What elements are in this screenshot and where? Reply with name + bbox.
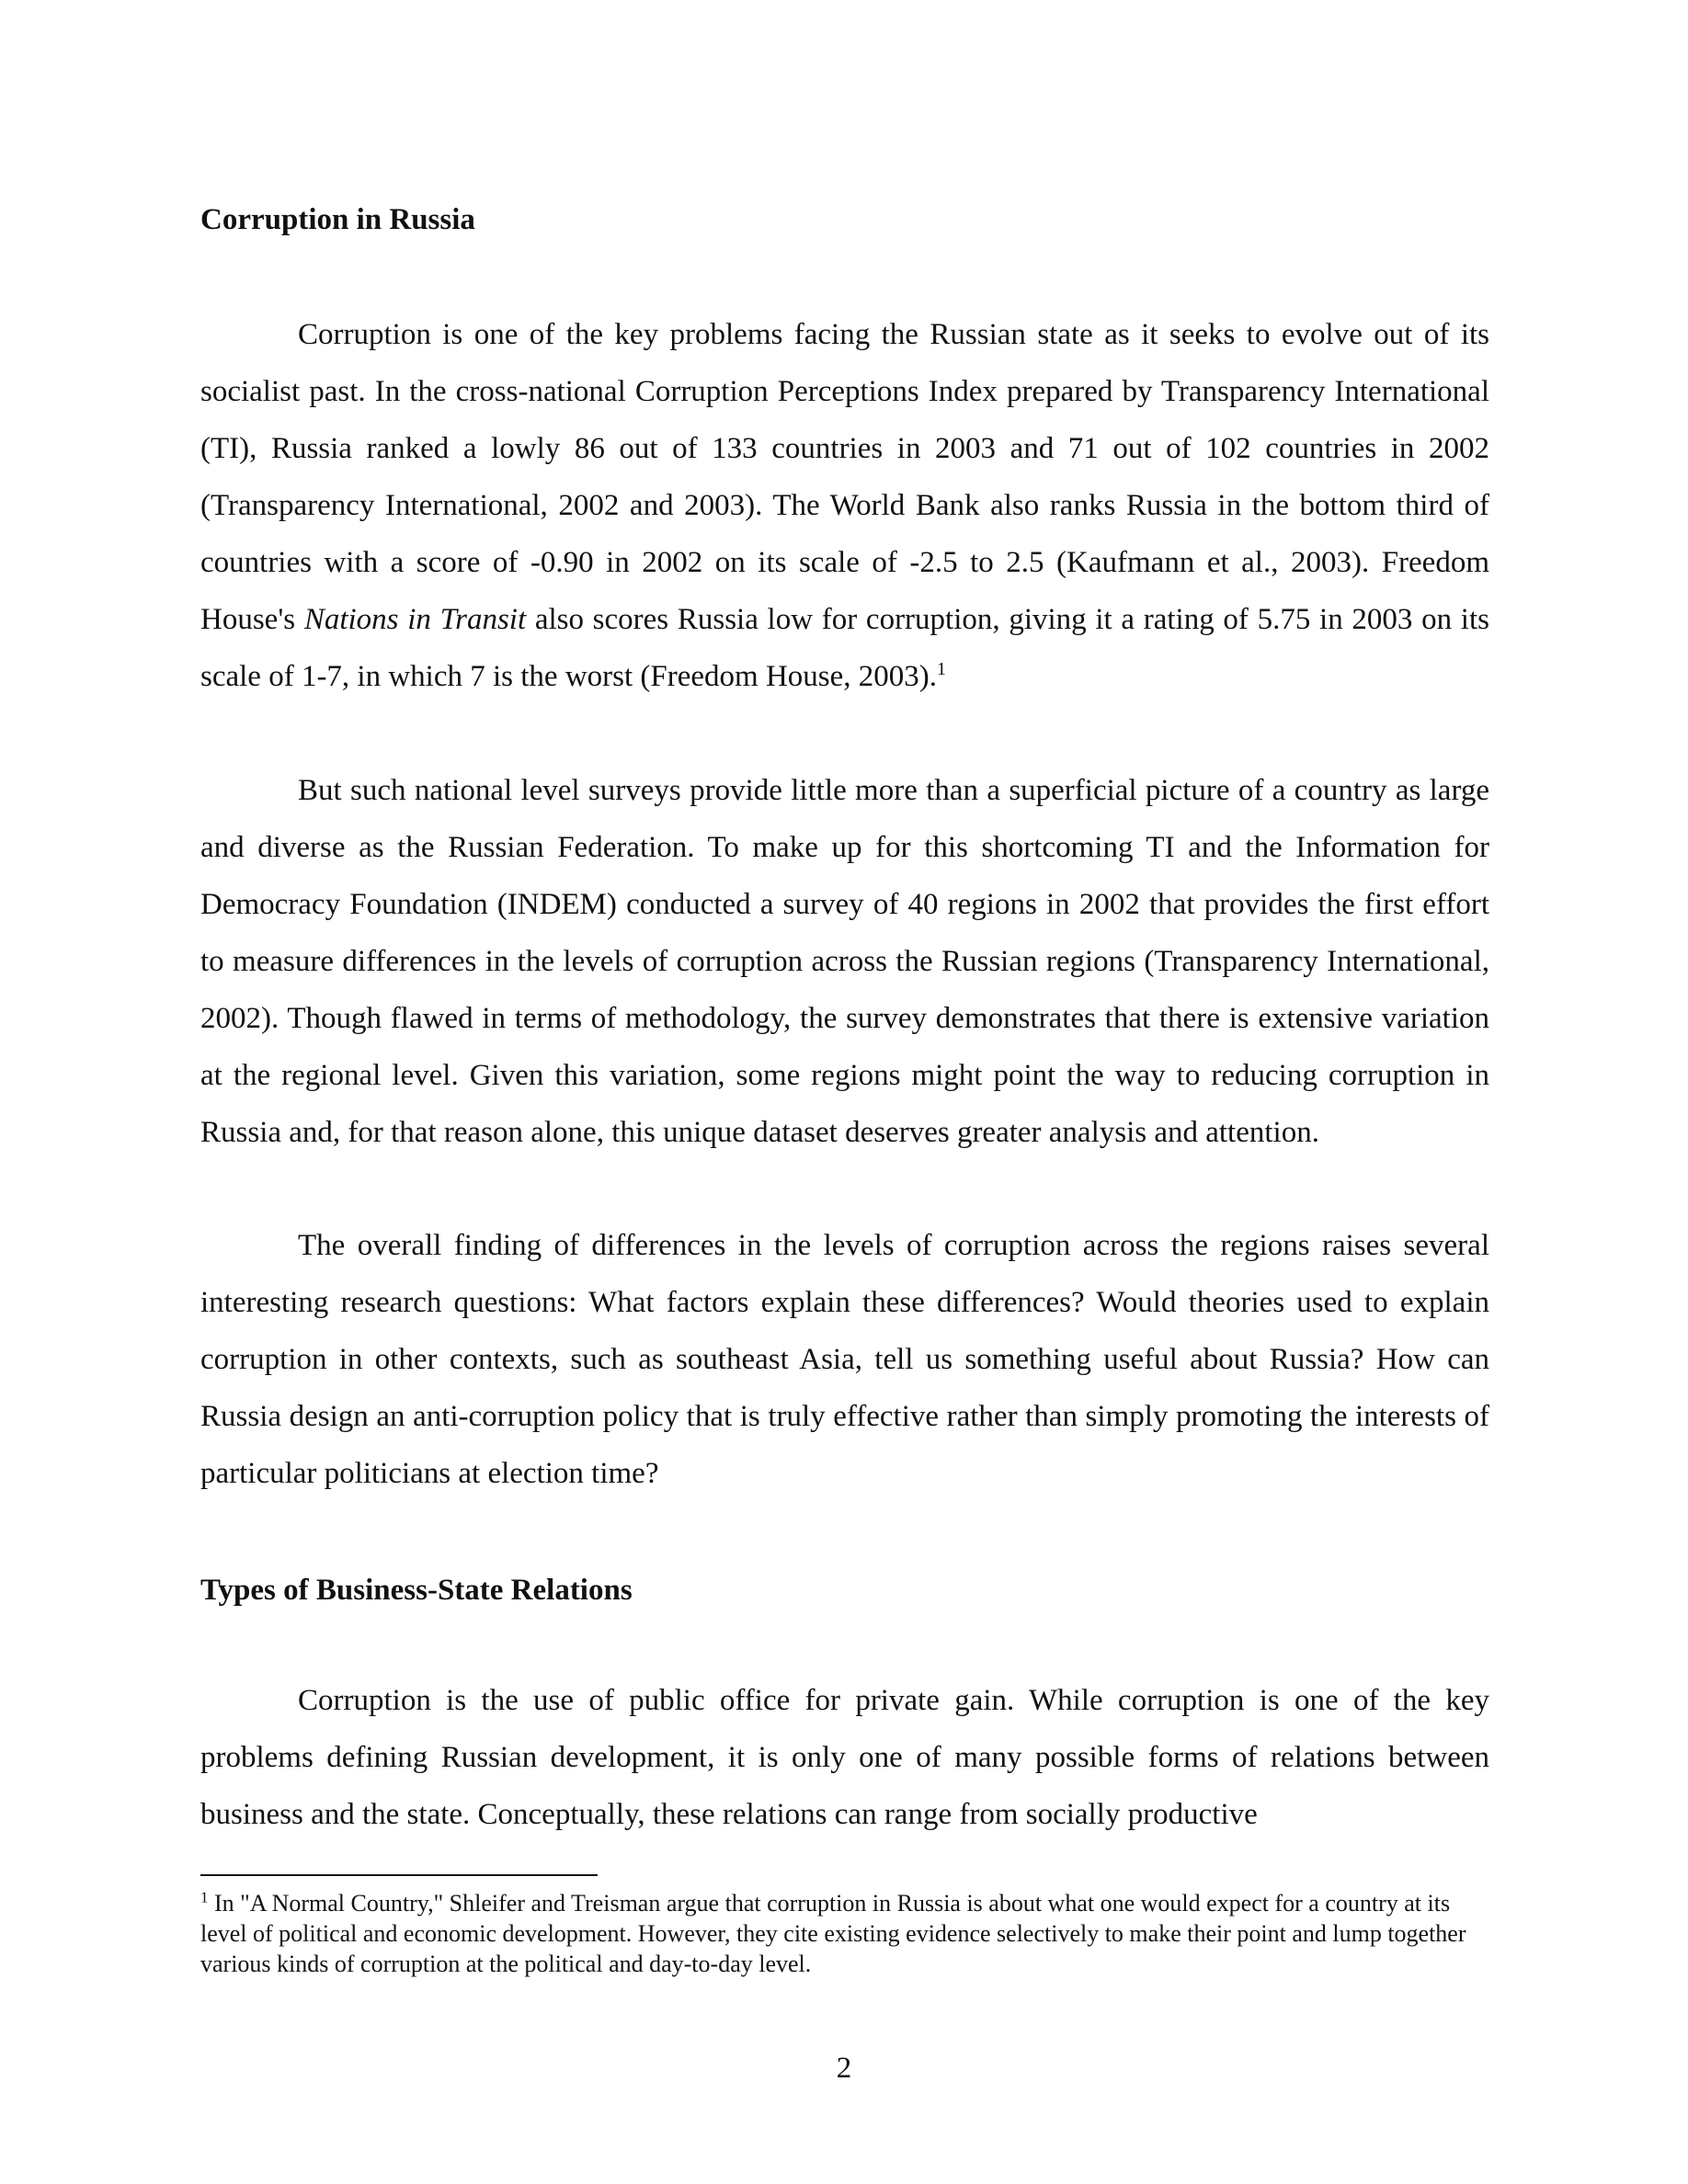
footnote-text: In "A Normal Country," Shleifer and Treisman argue that corruption in Russia is about what one would expect for a country at its level of political and economic development. However, they cite existing evidence selectively to make their point and lump together various kinds of corruption at the political and day-to-day level. <box>200 1890 1466 1977</box>
section-heading-corruption-in-russia: Corruption in Russia <box>200 203 475 236</box>
paragraph-2: But such national level surveys provide little more than a superficial picture of a country as large and diverse as the Russian Federation. To make up for this shortcoming TI and the Information for Democracy Foundation (INDEM) conducted a survey of 40 regions in 2002 that provides the first effort to measure differences in the levels of corruption across the Russian regions (Transparency International, 2002). Though flawed in terms of methodology, the survey demonstrates that there is extensive variation at the regional level. Given this variation, some regions might point the way to reducing corruption in Russia and, for that reason alone, this unique dataset deserves greater analysis and attention. <box>200 774 1489 1149</box>
paragraph-4: Corruption is the use of public office for private gain. While corruption is one of the key problems defining Russian development, it is only one of many possible forms of relations between business and the state. Conceptually, these relations can range from socially productive <box>200 1684 1489 1831</box>
footnote-number: 1 <box>200 1888 209 1906</box>
paragraph-1-text-a: Corruption is one of the key problems facing the Russian state as it seeks to evolve out of its socialist past. In the cross-national Corruption Perceptions Index prepared by Transparency International (TI), Russia ranked a lowly 86 out of 133 countries in 2003 and 71 out of 102 countries in 2002 (Transparency International, 2002 and 2003). The World Bank also ranks Russia in the bottom third of countries with a score of -0.90 in 2002 on its scale of -2.5 to 2.5 (Kaufmann et al., 2003). Freedom House's <box>200 318 1489 636</box>
paragraph-3: The overall finding of differences in the levels of corruption across the regions raises several interesting research questions: What factors explain these differences? Would theories used to explain corruption in other contexts, such as southeast Asia, tell us something useful about Russia? How can Russia design an anti-corruption policy that is truly effective rather than simply promoting the interests of particular politicians at election time? <box>200 1229 1489 1490</box>
paragraph-1 <box>200 306 1489 705</box>
paragraph-1-text-b: also scores Russia low for corruption, giving it a rating of 5.75 in 2003 on its scale of 1-7, in which 7 is the worst (Freedom House, 2003). <box>200 603 1489 693</box>
publication-title-italic: Nations in Transit <box>303 603 527 636</box>
footnote-reference[interactable]: 1 <box>937 659 947 679</box>
section-heading-business-state-relations: Types of Business-State Relations <box>200 1574 633 1607</box>
page-number: 2 <box>836 2052 852 2085</box>
footnote <box>200 1888 1489 1979</box>
footnote-divider <box>200 1874 598 1876</box>
